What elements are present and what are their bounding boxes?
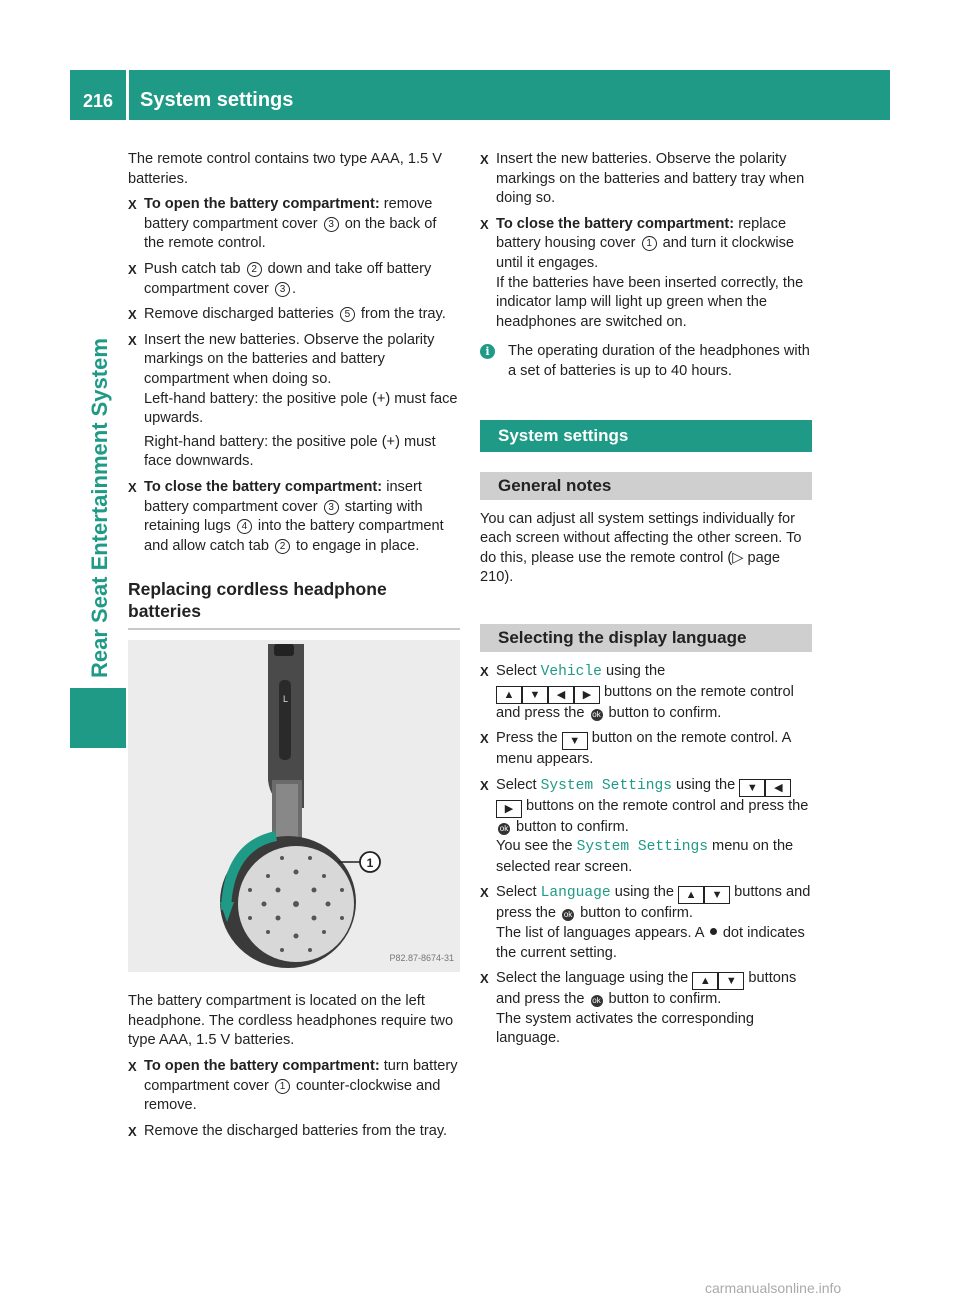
step-text: button to confirm. [512, 818, 629, 835]
step-arrow-icon: X [128, 479, 137, 495]
callout-number: 3 [275, 282, 290, 297]
step-text: button to confirm. [604, 991, 722, 1008]
headphone-illustration [128, 640, 460, 972]
step-text: Remove the discharged batteries from the tray. [144, 1122, 448, 1139]
callout-number: 2 [247, 262, 262, 277]
step-text: The system activates the corresponding language. [496, 1010, 754, 1047]
step-text: buttons and press the [496, 970, 797, 1008]
step-arrow-icon: X [480, 216, 489, 232]
headphone-figure [128, 640, 460, 972]
header-divider [126, 70, 129, 120]
step-insert-batteries [128, 331, 460, 472]
info-note [480, 342, 812, 381]
step-remove-headphone-batteries [128, 1122, 460, 1142]
step-arrow-icon: X [480, 663, 489, 679]
subsection-display-language: Selecting the display language [480, 624, 812, 652]
step-text: button to confirm. [576, 905, 693, 922]
left-column [128, 150, 460, 1147]
step-open-compartment [128, 195, 460, 254]
watermark: carmanualsonline.info [705, 1280, 842, 1296]
step-bold-label: To open the battery compartment: [144, 1058, 380, 1075]
left-key-icon: ◀ [548, 686, 574, 704]
step-text: dot indicates the current setting. [496, 925, 805, 961]
headphone-battery-text: The battery compartment is located on the left headphone. The cordless headphones require two type AAA, 1.5 V batteries. [128, 993, 454, 1049]
step-text: Left-hand battery: the positive pole (+) must face upwards. [144, 390, 458, 427]
step-text: replace battery housing cover [496, 215, 787, 252]
menu-item-vehicle: Vehicle [540, 663, 602, 680]
section-title-system-settings: System settings [480, 420, 812, 452]
step-arrow-icon: X [480, 777, 489, 793]
step-select-vehicle [480, 662, 812, 723]
right-key-icon: ▶ [496, 800, 522, 818]
up-key-icon: ▲ [678, 886, 704, 904]
figure-code: P82.87-8674-31 [389, 952, 454, 963]
step-bold-label: To close the battery compartment: [496, 215, 735, 232]
callout-number: 2 [275, 539, 290, 554]
selection-dot-icon [710, 928, 717, 935]
step-text: You see the [496, 838, 577, 855]
step-text: on the back of the remote control. [144, 215, 437, 252]
step-text: turn battery compartment cover [144, 1058, 458, 1094]
ok-button-icon: ok [592, 709, 601, 719]
step-text: starting with retaining lugs [144, 498, 423, 535]
step-text: remove battery compartment cover [144, 196, 433, 232]
step-push-catch-tab [128, 260, 460, 299]
menu-item-language: Language [540, 885, 611, 902]
down-key-icon: ▼ [739, 779, 765, 797]
step-text: using the [610, 884, 679, 901]
step-text: Remove discharged batteries [144, 306, 338, 323]
step-select-language [480, 883, 812, 963]
down-key-icon: ▼ [522, 686, 548, 704]
down-key-icon: ▼ [718, 972, 744, 990]
ok-button-icon: ok [592, 996, 601, 1006]
ok-button-icon: ok [563, 910, 573, 920]
step-insert-headphone-batteries [480, 150, 812, 209]
step-close-headphone-compartment [480, 215, 812, 333]
step-arrow-icon: X [128, 1059, 137, 1075]
step-select-language-item [480, 969, 812, 1049]
step-arrow-icon: X [128, 332, 137, 348]
right-key-icon: ▶ [574, 686, 600, 704]
step-text: The list of languages appears. A [496, 925, 708, 942]
step-press-down [480, 729, 812, 770]
step-arrow-icon: X [128, 1123, 137, 1139]
step-arrow-icon: X [128, 197, 137, 213]
step-bold-label: To open the battery compartment: [144, 196, 380, 213]
step-arrow-icon: X [480, 971, 489, 987]
step-text: using the [601, 662, 666, 679]
page-number: 216 [82, 91, 114, 111]
ok-button-icon: ok [499, 823, 509, 833]
side-chapter-label: Rear Seat Entertainment System [87, 338, 112, 678]
step-text: Right-hand battery: the positive pole (+) must face downwards. [144, 433, 436, 470]
step-text: and turn it clockwise until it engages. [496, 235, 795, 271]
step-arrow-icon: X [480, 152, 489, 167]
step-arrow-icon: X [480, 885, 489, 901]
step-text: down and take off battery compartment cover [144, 260, 432, 297]
menu-item-system-settings: System Settings [540, 777, 672, 794]
step-select-system-settings [480, 776, 812, 878]
step-arrow-icon: X [128, 261, 137, 277]
step-remove-batteries [128, 305, 460, 325]
step-text: buttons on the remote control and press the [522, 797, 809, 814]
side-chapter-block [70, 688, 126, 748]
intro-text: The remote control contains two type AAA, 1.5 V batteries. [128, 151, 442, 187]
page-title: System settings [140, 89, 294, 111]
step-text: Select the language using the [496, 970, 693, 987]
step-text: Insert the new batteries. Observe the polarity markings on the batteries and battery tray when doing so. [496, 151, 805, 207]
step-text: Select [496, 884, 541, 901]
menu-item-system-settings: System Settings [576, 839, 708, 856]
up-key-icon: ▲ [496, 686, 522, 704]
callout-number: 3 [324, 217, 339, 232]
step-bold-label: To close the battery compartment: [144, 478, 383, 495]
step-text: Select [496, 776, 541, 793]
step-text: button on the remote control. A menu appears. [496, 730, 791, 768]
step-text: Insert the new batteries. Observe the polarity markings on the batteries and battery compartment when doing so. [144, 331, 435, 387]
step-close-compartment [128, 478, 460, 556]
figure-callout-number: 1 [366, 856, 374, 871]
step-text: Select [496, 662, 541, 679]
step-text: buttons and press the [496, 884, 811, 922]
step-text: from the tray. [356, 306, 446, 323]
step-text: If the batteries have been inserted correctly, the indicator lamp will light up green when the headphones are switched on. [496, 274, 804, 330]
subheading-replacing-batteries: Replacing cordless headphone batteries [128, 578, 460, 630]
step-text: into the battery compartment and allow catch tab [144, 518, 444, 554]
callout-number: 3 [324, 500, 339, 515]
info-text: The operating duration of the headphones with a set of batteries is up to 40 hours. [508, 343, 810, 379]
svg-text:L: L [283, 694, 289, 705]
step-text: Press the [496, 730, 562, 747]
callout-number: 1 [642, 236, 657, 251]
step-text: menu on the selected rear screen. [496, 838, 794, 875]
step-text: button to confirm. [604, 704, 722, 721]
step-text: to engage in place. [292, 537, 420, 554]
step-open-headphone-compartment [128, 1057, 460, 1116]
general-notes-text: You can adjust all system settings individually for each screen without affecting the other screen. To do this, please use the remote control (▷ page 210). [480, 510, 802, 586]
step-text: counter-clockwise and remove. [144, 1077, 441, 1114]
up-key-icon: ▲ [692, 972, 718, 990]
callout-number: 5 [340, 307, 355, 322]
info-icon: i [480, 344, 495, 359]
step-arrow-icon: X [128, 307, 137, 323]
step-text: insert battery compartment cover [144, 478, 422, 515]
step-text: using the [672, 776, 740, 793]
step-text: Push catch tab [144, 260, 245, 277]
down-key-icon: ▼ [704, 886, 730, 904]
step-arrow-icon: X [480, 731, 489, 747]
callout-number: 1 [275, 1079, 290, 1094]
callout-number: 4 [237, 519, 252, 534]
subsection-general-notes: General notes [480, 472, 812, 500]
step-text: buttons on the remote control and press the [496, 683, 794, 721]
right-column [480, 150, 812, 1055]
down-key-icon: ▼ [562, 732, 588, 750]
left-key-icon: ◀ [765, 779, 791, 797]
step-text: . [291, 280, 297, 297]
